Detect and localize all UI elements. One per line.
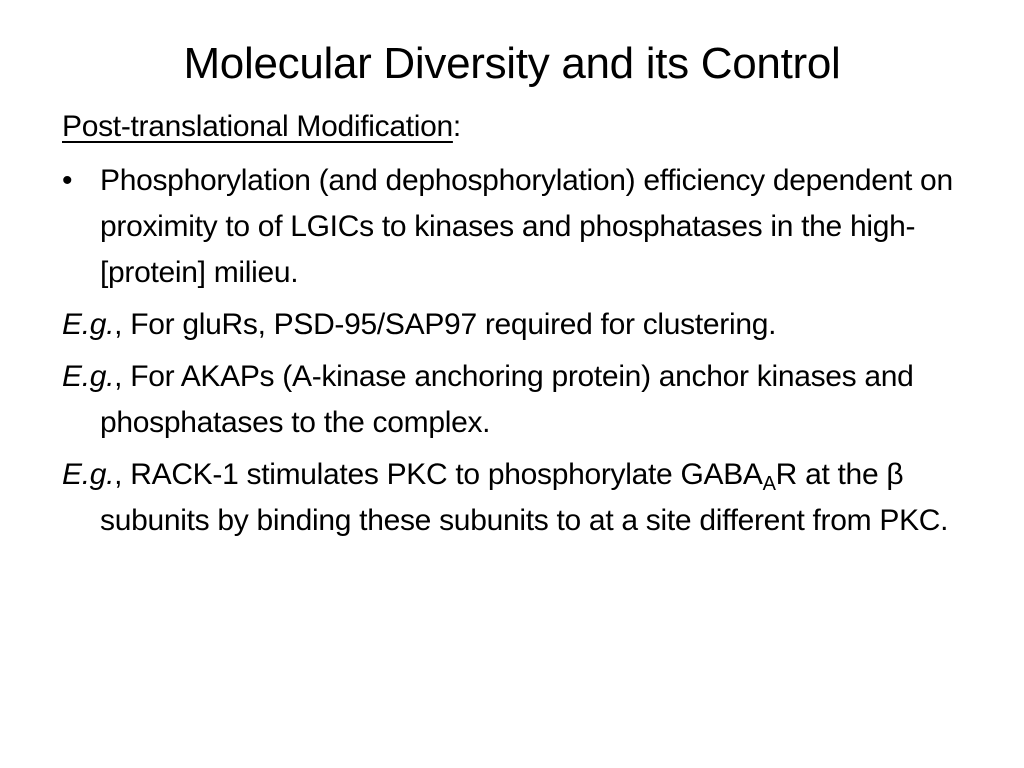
example-text-after-subscript: R at the β subunits by binding these subunits to at a site different from PKC.	[100, 458, 949, 537]
example-paragraph-3	[62, 452, 962, 544]
example-text-before-subscript: , RACK-1 stimulates PKC to phosphorylate GABA	[114, 458, 763, 491]
example-paragraph-1	[62, 302, 962, 348]
example-text: , For AKAPs (A-kinase anchoring protein) anchor kinases and phosphatases to the complex.	[100, 360, 914, 439]
subheading-colon: :	[452, 110, 461, 143]
slide-title: Molecular Diversity and its Control	[183, 39, 841, 88]
example-prefix: E.g.	[62, 360, 115, 393]
example-prefix: E.g.	[62, 308, 115, 341]
bullet-item	[62, 158, 962, 296]
example-text: , For gluRs, PSD-95/SAP97 required for clustering.	[114, 308, 777, 341]
example-prefix: E.g.	[62, 458, 115, 491]
subscript-a: A	[762, 473, 776, 495]
subheading-text: Post-translational Modification	[62, 110, 453, 143]
subheading	[62, 104, 962, 150]
slide-content	[62, 104, 962, 550]
example-paragraph-2	[62, 354, 962, 446]
bullet-icon: •	[62, 164, 73, 197]
bullet-text: Phosphorylation (and dephosphorylation) efficiency dependent on proximity to of LGICs to kinases and phosphatases in the high-[protein] milieu.	[100, 164, 953, 289]
